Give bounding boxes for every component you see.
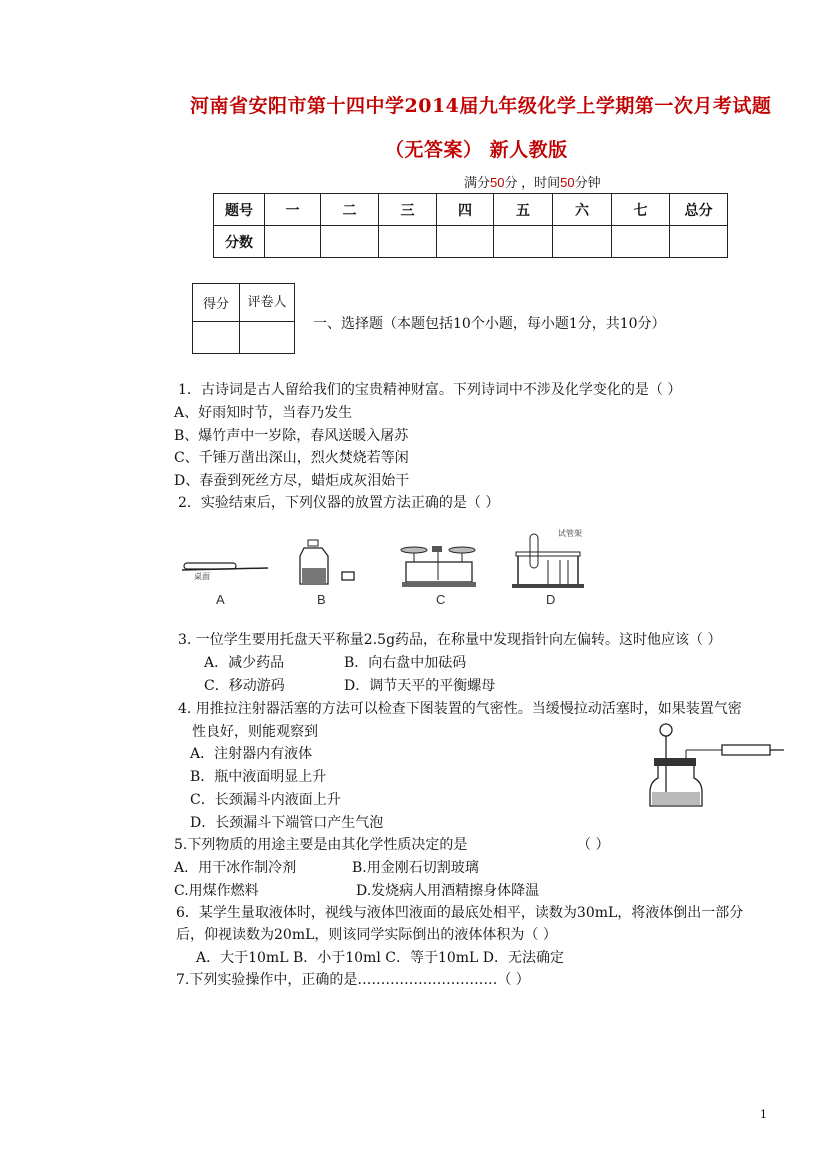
q2-figure-a xyxy=(180,550,270,580)
q6-options: A．大于10mL B．小于10ml C．等于10mL D．无法确定 xyxy=(196,950,565,966)
q4-option-a: A．注射器内有液体 xyxy=(190,746,313,762)
q3-option-a: A．减少药品 xyxy=(204,655,285,671)
score-input-1[interactable] xyxy=(265,226,321,258)
grader-table-header-row xyxy=(193,284,295,322)
score-table xyxy=(213,193,728,258)
q2-label-a: A xyxy=(216,592,225,607)
q5-option-c: C.用煤作燃料 xyxy=(174,883,259,899)
header-cell-total: 总分 xyxy=(670,194,728,226)
q4-option-b: B．瓶中液面明显上升 xyxy=(190,769,327,785)
q2-rack-label: 试管架 xyxy=(558,529,582,538)
q2-stem: 2．实验结束后，下列仪器的放置方法正确的是（ ） xyxy=(178,495,500,511)
q6-stem-line2: 后，仰视读数为20mL，则该同学实际倒出的液体体积为（ ） xyxy=(176,927,557,943)
score-input-3[interactable] xyxy=(379,226,437,258)
meta-prefix: 满分 xyxy=(464,175,491,190)
grader-table-input-row xyxy=(193,322,295,354)
q4-stem-line1: 4. 用推拉注射器活塞的方法可以检查下图装置的气密性。当缓慢拉动活塞时，如果装置气密 xyxy=(178,701,742,717)
exam-title-line2: （无答案） 新人教版 xyxy=(385,139,568,161)
exam-title-line1: 河南省安阳市第十四中学2014届九年级化学上学期第一次月考试题 xyxy=(190,95,772,117)
meta-mid: 分 ，时间 xyxy=(504,175,561,190)
q1-option-c: C、千锤万凿出深山，烈火焚烧若等闲 xyxy=(174,450,409,466)
header-cell-2: 二 xyxy=(321,194,379,226)
header-cell-3: 三 xyxy=(379,194,437,226)
score-input-total[interactable] xyxy=(670,226,728,258)
q4-option-d: D．长颈漏斗下端管口产生气泡 xyxy=(190,815,384,831)
q5-option-d: D.发烧病人用酒精擦身体降温 xyxy=(356,883,540,899)
q3-option-c: C．移动游码 xyxy=(204,678,285,694)
header-cell-label: 题号 xyxy=(214,194,265,226)
grader-score-input[interactable] xyxy=(193,322,240,354)
grader-name-input[interactable] xyxy=(240,322,295,354)
score-table-score-row xyxy=(214,226,728,258)
score-input-7[interactable] xyxy=(612,226,670,258)
q1-option-d: D、春蚕到死丝方尽，蜡炬成灰泪始干 xyxy=(174,473,410,489)
score-input-6[interactable] xyxy=(553,226,612,258)
q5-stem: 5.下列物质的用途主要是由其化学性质决定的是 xyxy=(174,837,468,853)
exam-meta xyxy=(464,172,601,191)
section-heading: 一、选择题（本题包括10个小题，每小题1分，共10分） xyxy=(313,316,666,332)
q2-label-b: B xyxy=(317,592,326,607)
q3-stem: 3. 一位学生要用托盘天平称量2.5g药品，在称量中发现指针向左偏转。这时他应该（ ） xyxy=(178,632,722,648)
q5-option-b: B.用金刚石切割玻璃 xyxy=(352,860,479,876)
grader-score-label: 得分 xyxy=(193,284,240,322)
q3-option-b: B．向右盘中加砝码 xyxy=(344,655,467,671)
page-number: 1 xyxy=(760,1108,767,1121)
q2-figure-b xyxy=(298,538,360,588)
grader-name-label: 评卷人 xyxy=(240,284,295,322)
score-input-2[interactable] xyxy=(321,226,379,258)
header-cell-4: 四 xyxy=(437,194,494,226)
score-table-header-row xyxy=(214,194,728,226)
q2-figure-d xyxy=(508,528,588,590)
score-input-4[interactable] xyxy=(437,226,494,258)
q2-table-label: 桌面 xyxy=(194,572,210,581)
q1-option-b: B、爆竹声中一岁除，春风送暖入屠苏 xyxy=(174,428,409,444)
q1-stem: 1．古诗词是古人留给我们的宝贵精神财富。下列诗词中不涉及化学变化的是（ ） xyxy=(178,382,682,398)
q3-option-d: D．调节天平的平衡螺母 xyxy=(344,678,496,694)
time-value: 50 xyxy=(560,175,575,190)
q4-option-c: C．长颈漏斗内液面上升 xyxy=(190,792,341,808)
full-score-value: 50 xyxy=(490,175,505,190)
q2-label-d: D xyxy=(546,592,556,607)
header-cell-1: 一 xyxy=(265,194,321,226)
score-row-label: 分数 xyxy=(214,226,265,258)
q4-apparatus-figure xyxy=(650,722,790,810)
q6-stem-line1: 6．某学生量取液体时，视线与液体凹液面的最底处相平，读数为30mL，将液体倒出一部分 xyxy=(176,905,744,921)
header-cell-7: 七 xyxy=(612,194,670,226)
q2-figure-c xyxy=(398,540,482,590)
header-cell-6: 六 xyxy=(553,194,612,226)
q5-option-a: A．用干冰作制冷剂 xyxy=(174,860,297,876)
q4-stem-line2: 性良好，则能观察到 xyxy=(192,724,318,740)
score-input-5[interactable] xyxy=(494,226,553,258)
q5-answer-paren: （ ） xyxy=(577,837,610,853)
q1-option-a: A、好雨知时节，当春乃发生 xyxy=(174,405,353,421)
q7-stem: 7.下列实验操作中，正确的是…………………………（ ） xyxy=(176,972,530,988)
meta-suffix: 分钟 xyxy=(574,175,601,190)
q2-label-c: C xyxy=(436,592,446,607)
grader-table xyxy=(192,283,295,354)
header-cell-5: 五 xyxy=(494,194,553,226)
